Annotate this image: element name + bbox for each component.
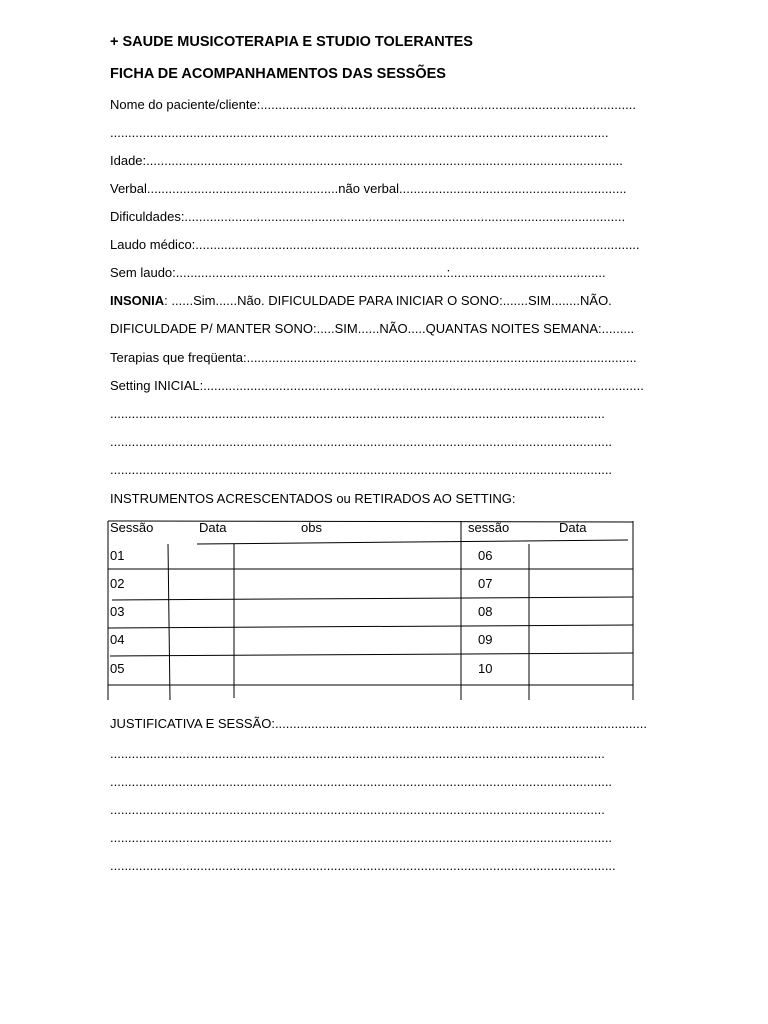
justificativa-line-1: .........................................................................................................................................	[110, 746, 605, 761]
row-session-07: 07	[478, 576, 493, 591]
row-session-10: 10	[478, 661, 493, 676]
field-setting-line-1: .........................................................................................................................................	[110, 406, 605, 421]
field-setting-line-2: ...........................................................................................................................................	[110, 434, 613, 449]
field-sem-laudo: Sem laudo:...........................................................................:...........................................	[110, 265, 606, 280]
row-session-02: 02	[110, 576, 125, 591]
field-idade: Idade:....................................................................................................................................	[110, 153, 623, 168]
field-terapias: Terapias que freqüenta:............................................................................................................	[110, 350, 637, 365]
justificativa-line-3: .........................................................................................................................................	[110, 802, 605, 817]
row-session-06: 06	[478, 548, 493, 563]
field-manter-sono: DIFICULDADE P/ MANTER SONO:.....SIM......NÃO.....QUANTAS NOITES SEMANA:.........	[110, 321, 635, 336]
row-session-05: 05	[110, 661, 125, 676]
row-session-09: 09	[478, 632, 493, 647]
justificativa-line-2: ...........................................................................................................................................	[110, 774, 613, 789]
row-session-01: 01	[110, 548, 125, 563]
row-session-03: 03	[110, 604, 125, 619]
justificativa-line-4: ...........................................................................................................................................	[110, 830, 613, 845]
row-session-04: 04	[110, 632, 125, 647]
document-title: + SAUDE MUSICOTERAPIA E STUDIO TOLERANTES	[110, 34, 473, 50]
field-setting: Setting INICIAL:..........................................................................................................................	[110, 378, 644, 393]
justificativa-heading: JUSTIFICATIVA E SESSÃO:.......................................................................................................	[110, 716, 647, 731]
field-nome-cont: ..........................................................................................................................................	[110, 125, 609, 140]
col-header-obs: obs	[301, 520, 322, 535]
document-subtitle: FICHA DE ACOMPANHAMENTOS DAS SESSÕES	[110, 66, 446, 82]
col-header-data: Data	[199, 520, 227, 535]
insonia-options: : ......Sim......Não. DIFICULDADE PARA INICIAR O SONO:.......SIM........NÃO.	[164, 293, 612, 308]
col-header-sessao: Sessão	[110, 520, 154, 535]
col-header-sessao-2: sessão	[468, 520, 510, 535]
row-session-08: 08	[478, 604, 493, 619]
field-insonia	[110, 293, 612, 309]
justificativa-line-5: ............................................................................................................................................	[110, 858, 616, 873]
field-laudo: Laudo médico:...........................................................................................................................	[110, 237, 640, 252]
field-nome: Nome do paciente/cliente:........................................................................................................	[110, 97, 636, 112]
field-dificuldades: Dificuldades:..........................................................................................................................	[110, 209, 626, 224]
instrumentos-heading: INSTRUMENTOS ACRESCENTADOS ou RETIRADOS AO SETTING:	[110, 491, 516, 506]
field-setting-line-3: ...........................................................................................................................................	[110, 462, 613, 477]
field-verbal: Verbal.....................................................não verbal...............................................................	[110, 181, 627, 196]
col-header-data-2: Data	[559, 520, 587, 535]
insonia-label: INSONIA	[110, 293, 165, 308]
